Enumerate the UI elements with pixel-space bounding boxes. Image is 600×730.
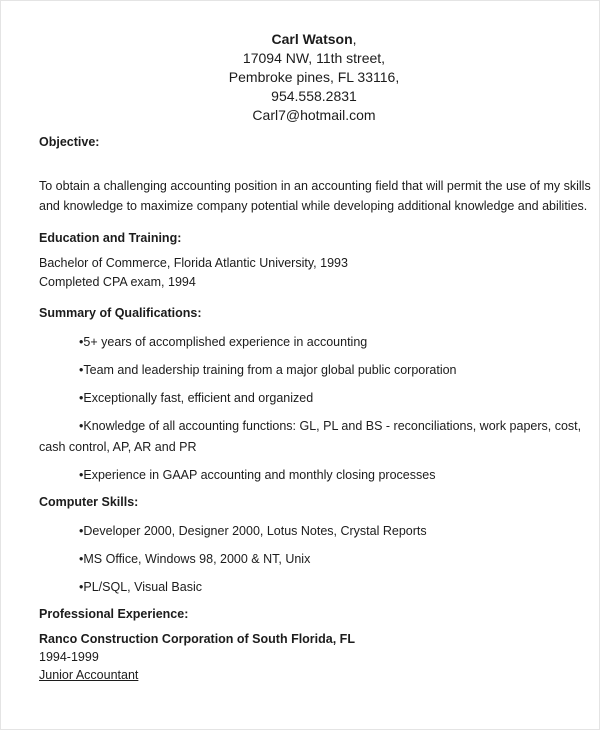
bullet-text: 5+ years of accomplished experience in accounting [83,335,368,349]
bullet-icon: • [79,580,84,594]
education-body [39,254,589,292]
contact-name-suffix: , [352,31,357,47]
contact-email: Carl7@hotmail.com [252,107,376,123]
contact-name: Carl Watson [271,31,353,47]
contact-block [39,30,589,125]
objective-text-line: and knowledge to maximize company potential while developing additional knowledge and abilities. [39,199,588,213]
qualifications-heading: Summary of Qualifications: [39,306,202,320]
bullet-text: MS Office, Windows 98, 2000 & NT, Unix [83,552,311,566]
contact-name-line [39,30,589,49]
bullet-icon: • [79,552,84,566]
bullet-item [39,416,589,458]
education-line: Completed CPA exam, 1994 [39,275,196,289]
bullet-item [39,360,589,381]
objective-body [39,176,589,216]
contact-phone: 954.558.2831 [271,88,357,104]
contact-address-line2: Pembroke pines, FL 33116, [228,69,400,85]
bullet-item [39,549,589,570]
employment-years: 1994-1999 [39,650,99,664]
job-title: Junior Accountant [39,668,139,682]
bullet-text: Developer 2000, Designer 2000, Lotus Notes, Crystal Reports [83,524,427,538]
bullet-icon: • [79,468,84,482]
bullet-text: Exceptionally fast, efficient and organized [83,391,314,405]
bullet-item [39,521,589,542]
bullet-item [39,388,589,409]
computer-skills-heading: Computer Skills: [39,495,139,509]
objective-heading: Objective: [39,135,100,149]
computer-skills-list [39,521,589,598]
bullet-item [39,332,589,353]
education-line: Bachelor of Commerce, Florida Atlantic University, 1993 [39,256,348,270]
bullet-text: Team and leadership training from a major global public corporation [83,363,457,377]
education-heading: Education and Training: [39,231,182,245]
bullet-item [39,577,589,598]
qualifications-list [39,332,589,486]
bullet-icon: • [79,391,84,405]
bullet-text: Knowledge of all accounting functions: GL, PL and BS - reconciliations, work papers, cost, cash control, AP, AR and PR [39,419,582,454]
experience-heading: Professional Experience: [39,607,189,621]
bullet-icon: • [79,335,84,349]
bullet-icon: • [79,524,84,538]
contact-address-line1: 17094 NW, 11th street, [242,50,386,66]
bullet-item [39,465,589,486]
bullet-text: Experience in GAAP accounting and monthly closing processes [83,468,436,482]
bullet-icon: • [79,363,84,377]
bullet-icon: • [79,419,84,433]
objective-text-line: To obtain a challenging accounting position in an accounting field that will permit the use of my skills [39,179,591,193]
employer-name: Ranco Construction Corporation of South Florida, FL [39,632,355,646]
resume-document [1,1,599,684]
bullet-text: PL/SQL, Visual Basic [83,580,202,594]
